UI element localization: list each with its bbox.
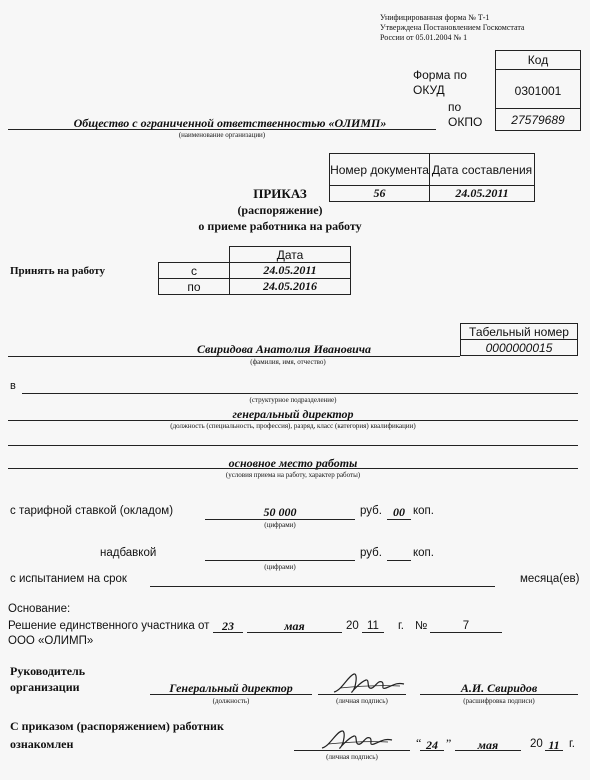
salary-kop: коп. <box>413 505 434 517</box>
basis-year-prefix: 20 <box>346 620 359 632</box>
ack-year-suffix: 11 <box>548 738 560 752</box>
basis-no: № <box>415 620 428 632</box>
bonus-rub: руб. <box>360 547 382 559</box>
hire-to-value: 24.05.2016 <box>229 278 351 295</box>
form-note-line2: Утверждена Постановлением Госкомстата <box>380 23 525 32</box>
basis-text: Решение единственного участника от <box>8 620 210 632</box>
department-prefix: в <box>10 380 16 392</box>
head-position: Генеральный директор <box>169 681 293 695</box>
hire-label: Принять на работу <box>10 265 105 277</box>
form-note <box>380 13 524 43</box>
order-title: ПРИКАЗ <box>253 186 307 201</box>
salary-kop-value: 00 <box>393 505 405 519</box>
okud-label: ОКУД <box>413 83 445 97</box>
organization-caption: (наименование организации) <box>178 131 266 139</box>
hire-from-label: с <box>158 262 230 279</box>
bonus-label: надбавкой <box>100 547 157 559</box>
head-label-2: организации <box>10 680 80 694</box>
basis-day: 23 <box>222 619 234 633</box>
head-label-1: Руководитель <box>10 664 86 678</box>
bonus-kop: коп. <box>413 547 434 559</box>
head-name: А.И. Свиридов <box>460 681 538 695</box>
ack-label-1: С приказом (распоряжением) работник <box>10 719 224 733</box>
okpo-label: ОКПО <box>448 115 483 129</box>
kod-header: Код <box>495 50 581 70</box>
order-subtitle: (распоряжение) <box>237 203 323 217</box>
ack-label-2: ознакомлен <box>10 737 74 751</box>
okud-value: 0301001 <box>495 69 581 109</box>
salary-caption: (цифрами) <box>264 521 296 529</box>
doc-date-value: 24.05.2011 <box>429 185 535 202</box>
head-position-caption: (должность) <box>212 697 250 705</box>
department-caption: (структурное подразделение) <box>249 396 337 404</box>
ack-month: мая <box>477 738 499 752</box>
hire-date-header: Дата <box>229 246 351 263</box>
conditions-value: основное место работы <box>228 456 358 470</box>
salary-value: 50 000 <box>263 505 297 519</box>
ack-quote-close: ” <box>446 736 452 750</box>
bonus-caption: (цифрами) <box>264 563 296 571</box>
basis-month: мая <box>284 619 305 633</box>
employee-caption: (фамилия, имя, отчество) <box>250 358 326 366</box>
hire-from-value: 24.05.2011 <box>229 262 351 279</box>
forma-label: Форма по <box>413 68 467 82</box>
doc-number-header: Номер документа <box>329 153 430 186</box>
basis-org: ООО «ОЛИМП» <box>8 635 94 647</box>
ack-quote-open: “ <box>416 736 422 750</box>
doc-number-value: 56 <box>329 185 430 202</box>
form-note-line3: России от 05.01.2004 № 1 <box>380 33 468 42</box>
form-note-line1: Унифицированная форма № Т-1 <box>380 13 490 22</box>
head-sign-caption: (личная подпись) <box>336 697 388 705</box>
basis-label: Основание: <box>8 603 71 615</box>
tabel-header: Табельный номер <box>460 323 578 340</box>
basis-year-suffix: 11 <box>367 620 379 632</box>
position-value: генеральный директор <box>232 407 354 421</box>
order-purpose: о приеме работника на работу <box>198 219 362 233</box>
okpo-value: 27579689 <box>495 108 581 131</box>
ack-g: г. <box>569 738 575 750</box>
probation-suffix: месяца(ев) <box>520 573 580 585</box>
doc-date-header: Дата составления <box>429 153 535 186</box>
salary-rub: руб. <box>360 505 382 517</box>
head-name-caption: (расшифровка подписи) <box>463 697 535 705</box>
po-label: по <box>448 100 462 114</box>
ack-day: 24 <box>426 738 438 752</box>
basis-number: 7 <box>462 620 470 632</box>
probation-label: с испытанием на срок <box>10 573 127 585</box>
tabel-value: 0000000015 <box>460 339 578 356</box>
position-caption: (должность (специальность, профессия), разряд, класс (категория) квалификации) <box>170 422 416 430</box>
basis-g: г. <box>398 620 404 632</box>
ack-sign-caption: (личная подпись) <box>326 753 378 761</box>
ack-year-prefix: 20 <box>530 738 543 750</box>
hire-to-label: по <box>158 278 230 295</box>
organization-name: Общество с ограниченной ответственностью «ОЛИМП» <box>73 116 387 130</box>
salary-label: с тарифной ставкой (окладом) <box>10 505 174 517</box>
conditions-caption: (условия приема на работу, характер работы) <box>225 471 361 479</box>
employee-name: Свиридова Анатолия Ивановича <box>196 342 372 356</box>
